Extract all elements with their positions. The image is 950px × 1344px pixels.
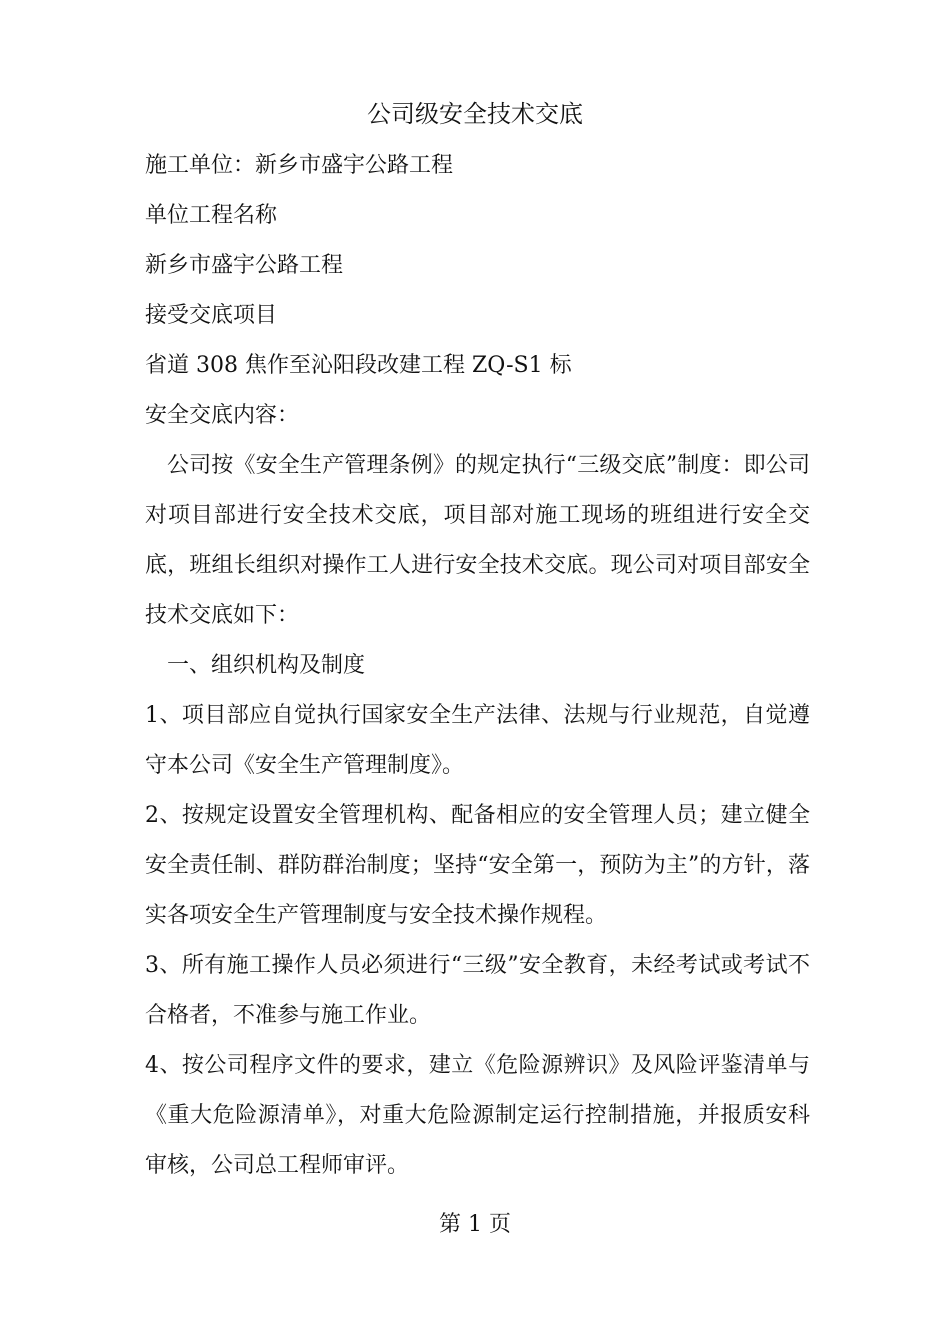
unit-project-value: 新乡市盛宇公路工程 xyxy=(145,253,344,278)
section-heading: 一、组织机构及制度 xyxy=(167,653,366,678)
document-title: 公司级安全技术交底 xyxy=(367,100,583,128)
clause-1: 1、项目部应自觉执行国家安全生产法律、法规与行业规范，自觉遵守本公司《安全生产管理制度》。 xyxy=(145,703,810,778)
clause-4: 4、按公司程序文件的要求，建立《危险源辨识》及风险评鉴清单与《重大危险源清单》，对重大危险源制定运行控制措施，并报质安科审核，公司总工程师审评。 xyxy=(145,1053,810,1178)
unit-project-label: 单位工程名称 xyxy=(145,203,278,228)
content-label: 安全交底内容： xyxy=(145,403,300,428)
accepted-item-label: 接受交底项目 xyxy=(145,303,278,328)
construction-unit-line: 施工单位：新乡市盛宇公路工程 xyxy=(145,153,454,178)
clause-2: 2、按规定设置安全管理机构、配备相应的安全管理人员；建立健全安全责任制、群防群治制度；坚持“安全第一，预防为主”的方针，落实各项安全生产管理制度与安全技术操作规程。 xyxy=(145,803,810,928)
page-number: 第 1 页 xyxy=(439,1212,511,1237)
intro-paragraph: 公司按《安全生产管理条例》的规定执行“三级交底”制度：即公司对项目部进行安全技术交底，项目部对施工现场的班组进行安全交底，班组长组织对操作工人进行安全技术交底。现公司对项目部安全技术交底如下： xyxy=(145,453,810,628)
accepted-item-value: 省道 308 焦作至沁阳段改建工程 ZQ-S1 标 xyxy=(145,353,572,378)
clause-3: 3、所有施工操作人员必须进行“三级”安全教育，未经考试或考试不合格者，不准参与施工作业。 xyxy=(145,953,810,1028)
